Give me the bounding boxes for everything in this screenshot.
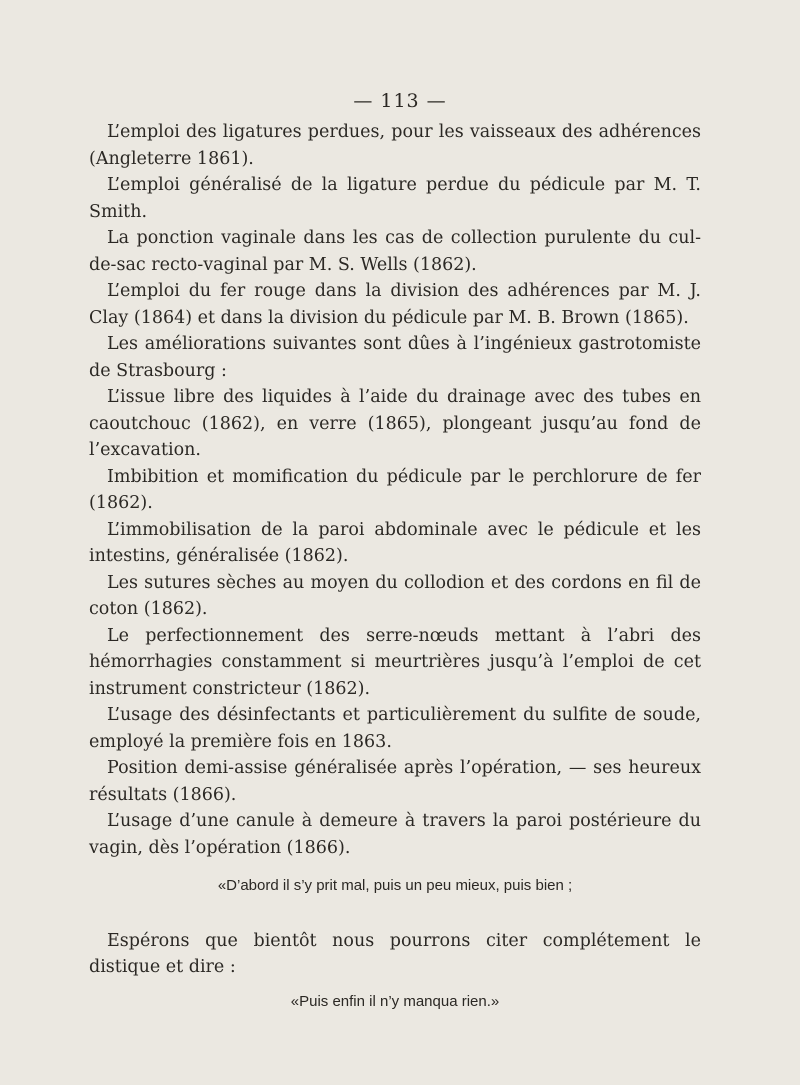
paragraph-fer-rouge: L’emploi du fer rouge dans la division des adhérences par M. J. Clay (1864) et dans la division du pédicule par M. B. Brown (1865). bbox=[89, 281, 701, 328]
paragraph-ligature-pedicule: L’emploi généralisé de la ligature perdue du pédicule par M. T. Smith. bbox=[89, 175, 701, 222]
paragraph-imbibition: Imbibition et momification du pédicule par le perchlorure de fer (1862). bbox=[89, 466, 701, 513]
paragraph-drainage: L’issue libre des liquides à l’aide du drainage avec des tubes en caoutchouc (1862), en verre (1865), plongeant jusqu’au fond de l’excavation. bbox=[89, 387, 701, 460]
page-body bbox=[89, 119, 701, 1015]
paragraph-desinfectants: L’usage des désinfectants et particulièrement du sulfite de soude, employé la première fois en 1863. bbox=[89, 705, 701, 752]
paragraph-ameliorations: Les améliorations suivantes sont dûes à l’ingénieux gastrotomiste de Strasbourg : bbox=[89, 334, 701, 381]
paragraph-serre-noeuds: Le perfectionnement des serre-nœuds mettant à l’abri des hémorrhagies constamment si meurtrières jusqu’à l’emploi de cet instrument constricteur (1862). bbox=[89, 625, 701, 699]
paragraph-canule: L’usage d’une canule à demeure à travers la paroi postérieure du vagin, dès l’opération (1866). bbox=[89, 811, 701, 858]
paragraph-ligatures-perdues: L’emploi des ligatures perdues, pour les vaisseaux des adhérences (Angleterre 1861). bbox=[89, 122, 701, 169]
paragraph-esperons: Espérons que bientôt nous pourrons citer complétement le distique et dire : bbox=[89, 930, 701, 977]
paragraph-immobilisation: L’immobilisation de la paroi abdominale avec le pédicule et les intestins, généralisée (1862). bbox=[89, 519, 701, 566]
paragraph-position-demi-assise: Position demi-assise généralisée après l’opération, — ses heureux résultats (1866). bbox=[89, 758, 701, 805]
page-number: — 113 — bbox=[353, 90, 447, 112]
paragraph-sutures: Les sutures sèches au moyen du collodion et des cordons en fil de coton (1862). bbox=[89, 572, 701, 619]
paragraph-ponction-vaginale: La ponction vaginale dans les cas de collection purulente du cul-de-sac recto-vaginal par M. S. Wells (1862). bbox=[89, 228, 701, 275]
quote-distique-first-line: «D’abord il s’y prit mal, puis un peu mieux, puis bien ; bbox=[217, 877, 573, 894]
quote-distique-second-line: «Puis enfin il n’y manqua rien.» bbox=[290, 992, 500, 1010]
